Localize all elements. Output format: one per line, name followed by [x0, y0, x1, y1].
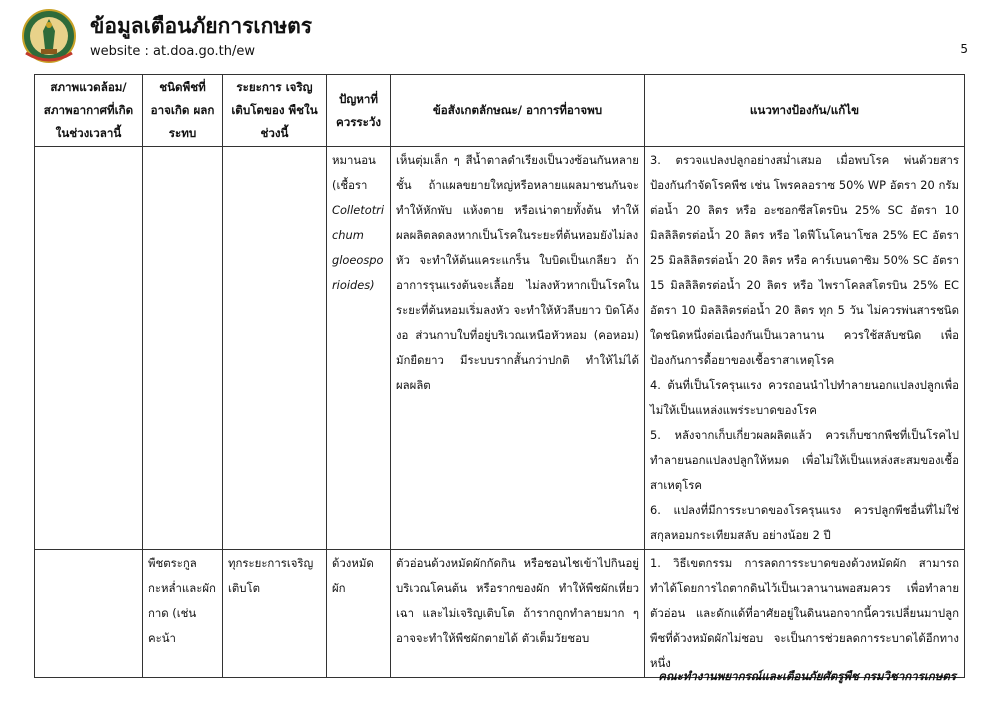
page-number: 5	[960, 42, 968, 56]
footer-credit: คณะทำงานพยากรณ์และเตือนภัยศัตรูพืช กรมวิชาการเกษตร	[658, 669, 956, 683]
website-url[interactable]: website : at.doa.go.th/ew	[90, 44, 255, 59]
table-row	[35, 147, 965, 550]
table-row	[35, 550, 965, 678]
cell-problem: ด้วงหมัดผัก	[327, 550, 391, 678]
header-stage: ระยะการ เจริญเติบโตของ พืชในช่วงนี้	[223, 75, 327, 147]
warning-table	[34, 74, 965, 678]
pathogen-line: chum	[332, 228, 364, 242]
header-symptoms: ข้อสังเกตลักษณะ/ อาการที่อาจพบ	[391, 75, 645, 147]
cell-crop	[143, 147, 223, 550]
pathogen-line: rioides)	[332, 278, 375, 292]
cell-crop: พืชตระกูลกะหล่ำและผักกาด (เช่น คะน้า	[143, 550, 223, 678]
prevention-item: 4. ต้นที่เป็นโรครุนแรง ควรถอนนำไปทำลายนอกแปลงปลูกเพื่อไม่ให้เป็นแหล่งแพร่ระบาดของโรค	[650, 378, 959, 417]
department-logo	[22, 9, 76, 63]
cell-stage: ทุกระยะการเจริญเติบโต	[223, 550, 327, 678]
problem-name: หมานอน	[332, 153, 376, 167]
cell-symptoms: ตัวอ่อนด้วงหมัดผักกัดกิน หรือชอนไชเข้าไปกินอยู่บริเวณโคนต้น หรือรากของผัก ทำให้พืชผักเหี่ยวเฉา และไม่เจริญเติบโต ถ้ารากถูกทำลายมาก ๆ อาจจะทำให้พืชผักตายได้ ตัวเต็มวัยชอบ	[391, 550, 645, 678]
cell-problem	[327, 147, 391, 550]
header-problem: ปัญหาที่ ควรระวัง	[327, 75, 391, 147]
cell-prevention: 1. วิธีเขตกรรม การลดการระบาดของด้วงหมัดผัก สามารถทำได้โดยการไถตากดินไว้เป็นเวลานานพอสมควร เพื่อทำลายตัวอ่อน และดักแด้ที่อาศัยอยู่ในดินนอกจากนี้ควรเปลี่ยนมาปลูกพืชที่ด้วงหมัดผักไม่ชอบ จะเป็นการช่วยลดการระบาดได้อีกทางหนึ่ง	[645, 550, 965, 678]
prevention-item: 5. หลังจากเก็บเกี่ยวผลผลิตแล้ว ควรเก็บซากพืชที่เป็นโรคไปทำลายนอกแปลงปลูกให้หมด เพื่อไม่ให้เป็นแหล่งสะสมของเชื้อสาเหตุโรค	[650, 428, 959, 492]
table-header-row	[35, 75, 965, 147]
pathogen-line: gloeospo	[332, 253, 384, 267]
page-title: ข้อมูลเตือนภัยการเกษตร	[90, 14, 313, 38]
cell-weather	[35, 147, 143, 550]
prevention-item: 3. ตรวจแปลงปลูกอย่างสม่ำเสมอ เมื่อพบโรค พ่นด้วยสารป้องกันกำจัดโรคพืช เช่น โพรคลอราซ 50% WP อัตรา 20 กรัม ต่อน้ำ 20 ลิตร หรือ อะซอกซีสโตรบิน 25% SC อัตรา 10 มิลลิลิตรต่อน้ำ 20 ลิตร หรือ ไดฟีโนโคนาโซล 25% EC อัตรา 25 มิลลิลิตรต่อน้ำ 20 ลิตร หรือ คาร์เบนดาซิม 50% SC อัตรา 15 มิลลิลิตรต่อน้ำ 20 ลิตร หรือ ไพราโคลสโตรบิน 25% EC อัตรา 10 มิลลิลิตรต่อน้ำ 20 ลิตร ทุก 5 วัน ไม่ควรพ่นสารชนิดใดชนิดหนึ่งต่อเนื่องกันเป็นเวลานาน ควรใช้สลับชนิด เพื่อป้องกันการดื้อยาของเชื้อราสาเหตุโรค	[650, 153, 959, 367]
header-crop: ชนิดพืชที่ อาจเกิด ผลกระทบ	[143, 75, 223, 147]
header-prevention: แนวทางป้องกัน/แก้ไข	[645, 75, 965, 147]
cell-weather	[35, 550, 143, 678]
pathogen-line: Colletotri	[332, 203, 385, 217]
pathogen-line: (เชื้อรา	[332, 178, 368, 192]
cell-prevention	[645, 147, 965, 550]
cell-stage	[223, 147, 327, 550]
header-weather: สภาพแวดล้อม/ สภาพอากาศที่เกิด ในช่วงเวลานี้	[35, 75, 143, 147]
cell-symptoms: เห็นตุ่มเล็ก ๆ สีน้ำตาลดำเรียงเป็นวงซ้อนกันหลายชั้น ถ้าแผลขยายใหญ่หรือหลายแผลมาชนกันจะทำให้หักพับ แห้งตาย หรือเน่าตายทั้งต้น ทำให้ผลผลิตลดลงหากเป็นโรคในระยะที่ต้นหอมยังไม่ลงหัว จะทำให้ต้นแคระแกร็น ใบบิดเป็นเกลียว ถ้าอาการรุนแรงต้นจะเลื้อย ไม่ลงหัวหากเป็นโรคในระยะที่ต้นหอมเริ่มลงหัว จะทำให้หัวลีบยาว บิดโค้งงอ ส่วนกาบใบที่อยู่บริเวณเหนือหัวหอม (คอหอม) มักยืดยาว มีระบบรากสั้นกว่าปกติ ทำให้ไม่ได้ผลผลิต	[391, 147, 645, 550]
prevention-item: 6. แปลงที่มีการระบาดของโรครุนแรง ควรปลูกพืชอื่นที่ไม่ใช่สกุลหอมกระเทียมสลับ อย่างน้อย 2 ปี	[650, 503, 959, 542]
